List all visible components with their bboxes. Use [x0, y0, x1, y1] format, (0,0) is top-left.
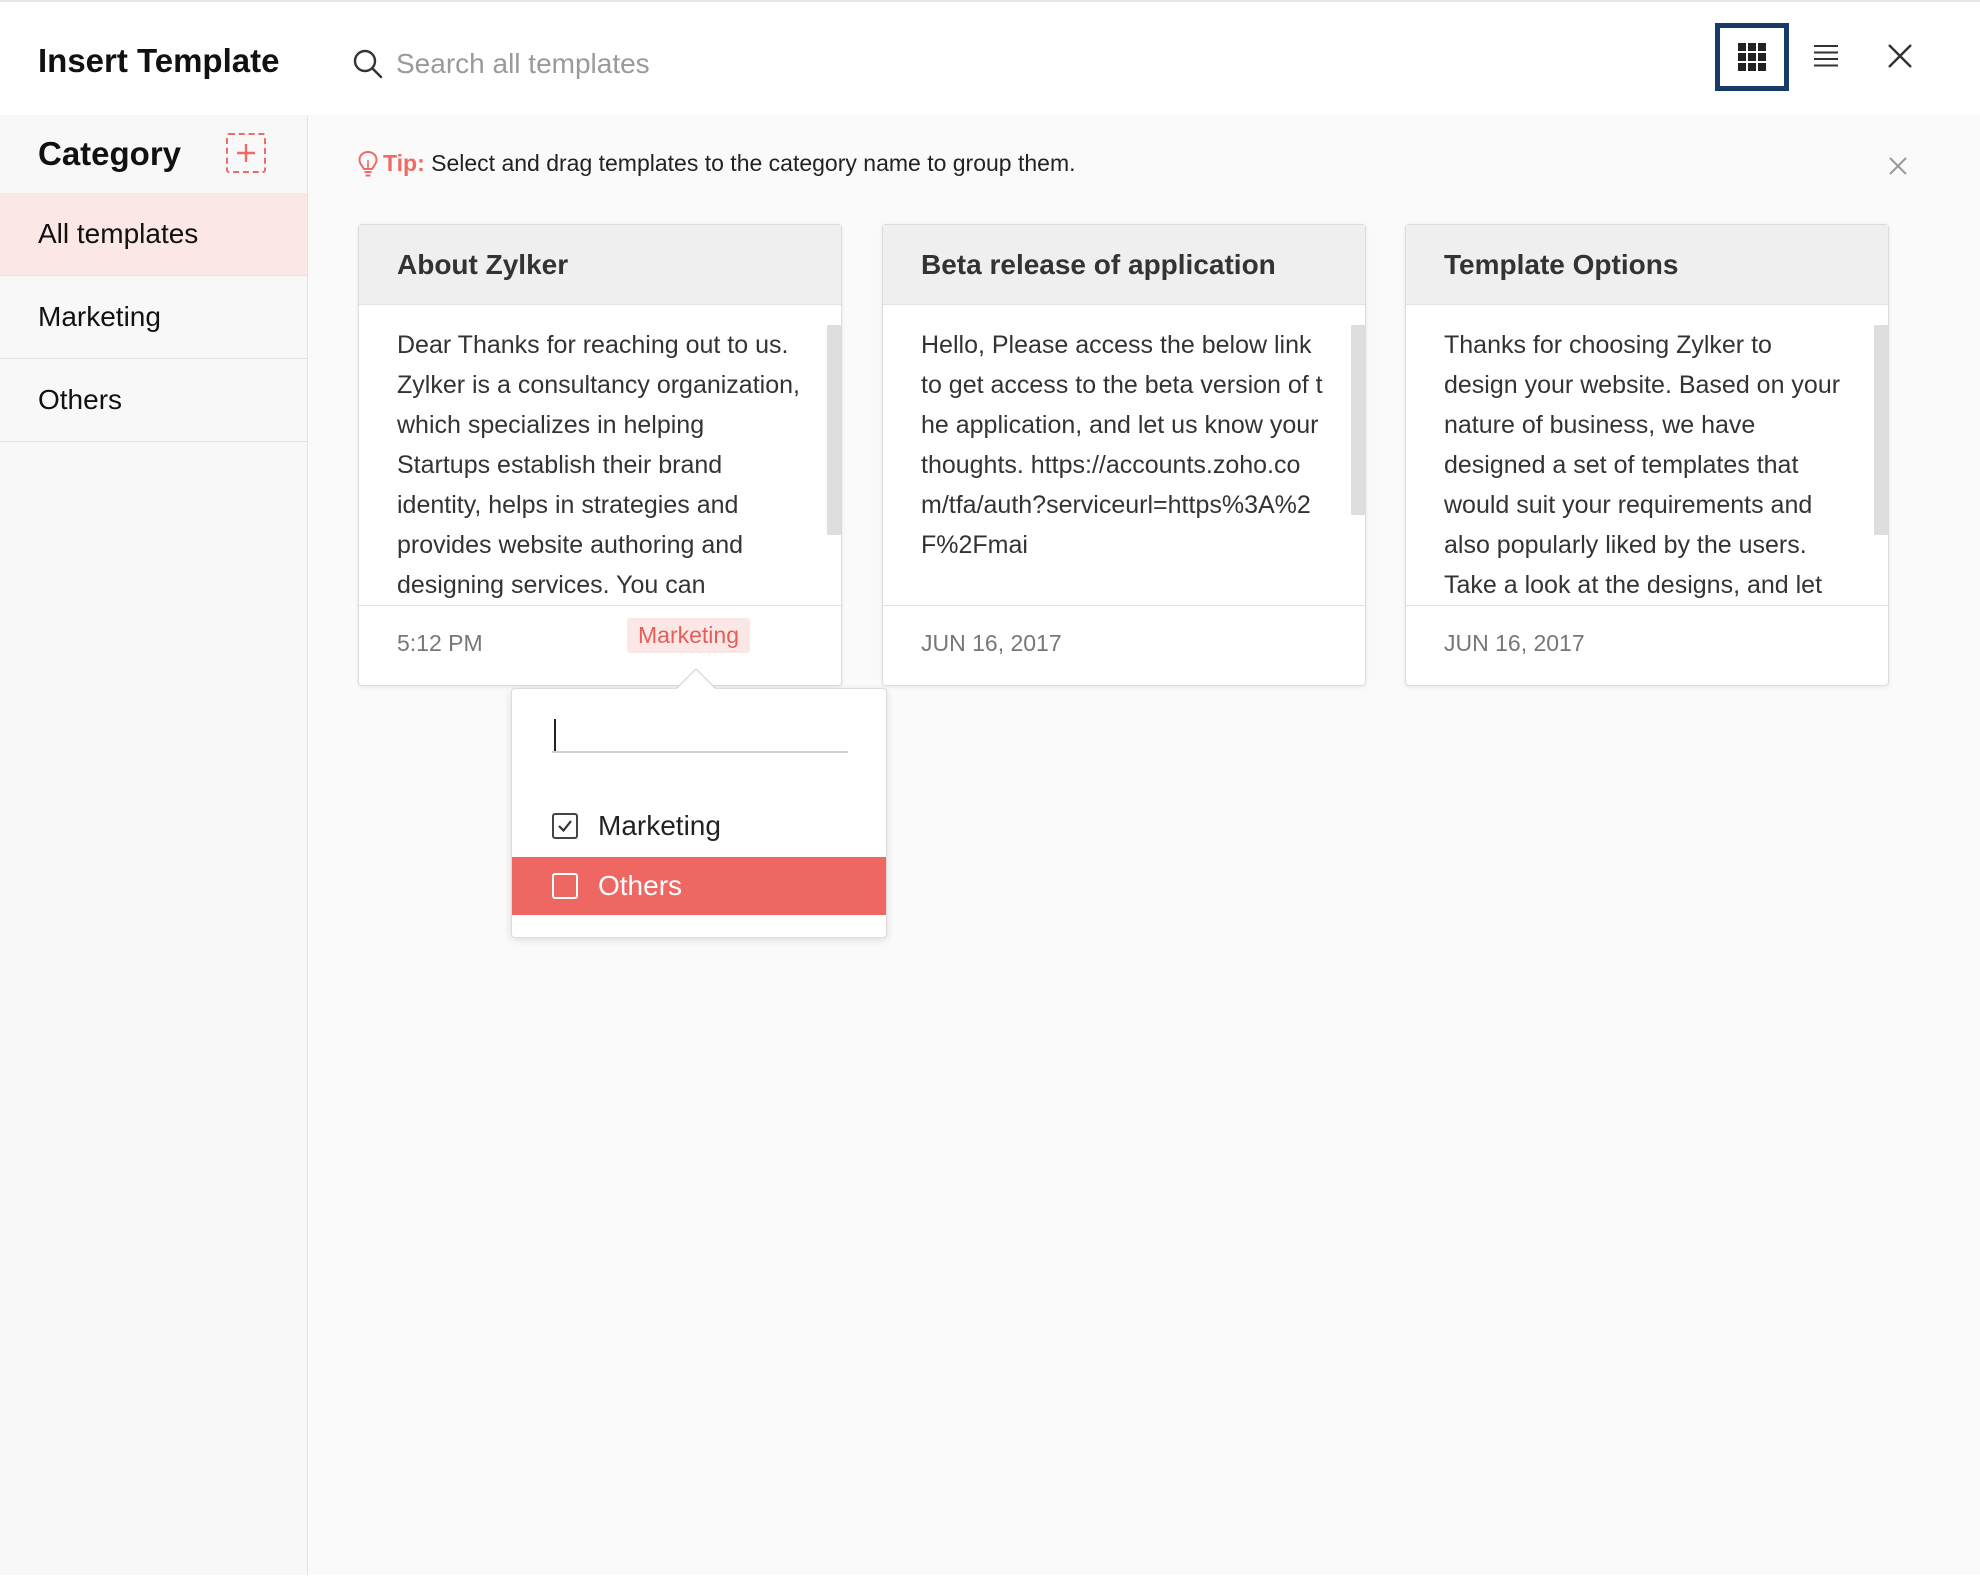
card-footer: [1406, 605, 1888, 685]
search-input[interactable]: [394, 42, 1094, 86]
card-scrollbar[interactable]: [1874, 325, 1888, 535]
category-tag[interactable]: Marketing: [627, 618, 750, 653]
card-scrollbar[interactable]: [827, 325, 841, 535]
card-date: JUN 16, 2017: [921, 630, 1062, 656]
option-label: Marketing: [598, 810, 721, 841]
card-date: 5:12 PM: [397, 630, 483, 656]
sidebar-item-label: Others: [38, 384, 123, 415]
tip-label: Tip:: [383, 150, 425, 176]
grid-view-button[interactable]: [1715, 23, 1789, 91]
card-date: JUN 16, 2017: [1444, 630, 1585, 656]
add-category-button[interactable]: [226, 133, 266, 173]
template-card-template-options[interactable]: [1405, 224, 1889, 686]
card-preview: Dear Thanks for reaching out to us. Zylker is a consultancy organization, which specializes in helping Startups establish their brand identity, helps in strategies and provides website authoring and designing services. You can: [397, 331, 800, 599]
sidebar-item-all-templates[interactable]: [0, 193, 307, 276]
card-preview: Thanks for choosing Zylker to design your website. Based on your nature of business, we have designed a set of templates that would suit your requirements and also popularly liked by the users. Take a look at the designs, and let: [1444, 331, 1841, 599]
category-filter-input[interactable]: [552, 713, 848, 753]
category-heading: Category: [38, 135, 182, 172]
plus-icon: [235, 142, 257, 164]
option-label: Others: [598, 870, 683, 901]
text-cursor: [554, 719, 556, 751]
card-footer: [883, 605, 1365, 685]
card-footer: [359, 605, 841, 685]
sidebar-item-label: Marketing: [38, 301, 161, 332]
tip-message: [383, 150, 1076, 177]
card-title: Template Options: [1406, 225, 1888, 305]
sidebar-item-marketing[interactable]: [0, 276, 307, 359]
lightbulb-icon: [358, 150, 378, 180]
dropdown-pointer-fill: [676, 670, 716, 690]
card-title: About Zylker: [359, 225, 841, 305]
tip-text: Select and drag templates to the category name to group them.: [431, 150, 1076, 176]
checkmark-icon: [556, 817, 574, 835]
sidebar-item-others[interactable]: [0, 359, 307, 442]
grid-icon: [1737, 42, 1767, 72]
checkbox-checked[interactable]: [552, 813, 578, 839]
tip-close-icon[interactable]: [1888, 156, 1908, 176]
dialog-title: Insert Template: [38, 42, 280, 79]
header: [0, 0, 1980, 115]
card-scrollbar[interactable]: [1351, 325, 1365, 515]
checkbox-unchecked[interactable]: [552, 873, 578, 899]
card-title: Beta release of application: [883, 225, 1365, 305]
list-view-icon[interactable]: [1812, 42, 1840, 70]
search-icon: [352, 48, 384, 80]
dropdown-option-others[interactable]: [512, 857, 886, 915]
card-preview: Hello, Please access the below link to get access to the beta version of the application, and let us know your thoughts. https://accounts.zoho.com/tfa/auth?serviceurl=https%3A%2F%2Fmai: [921, 331, 1323, 559]
template-card-beta-release[interactable]: [882, 224, 1366, 686]
category-dropdown: [511, 688, 887, 938]
template-card-about-zylker[interactable]: [358, 224, 842, 686]
sidebar-item-label: All templates: [38, 218, 199, 249]
close-icon[interactable]: [1886, 42, 1914, 70]
dropdown-option-marketing[interactable]: [512, 797, 886, 855]
